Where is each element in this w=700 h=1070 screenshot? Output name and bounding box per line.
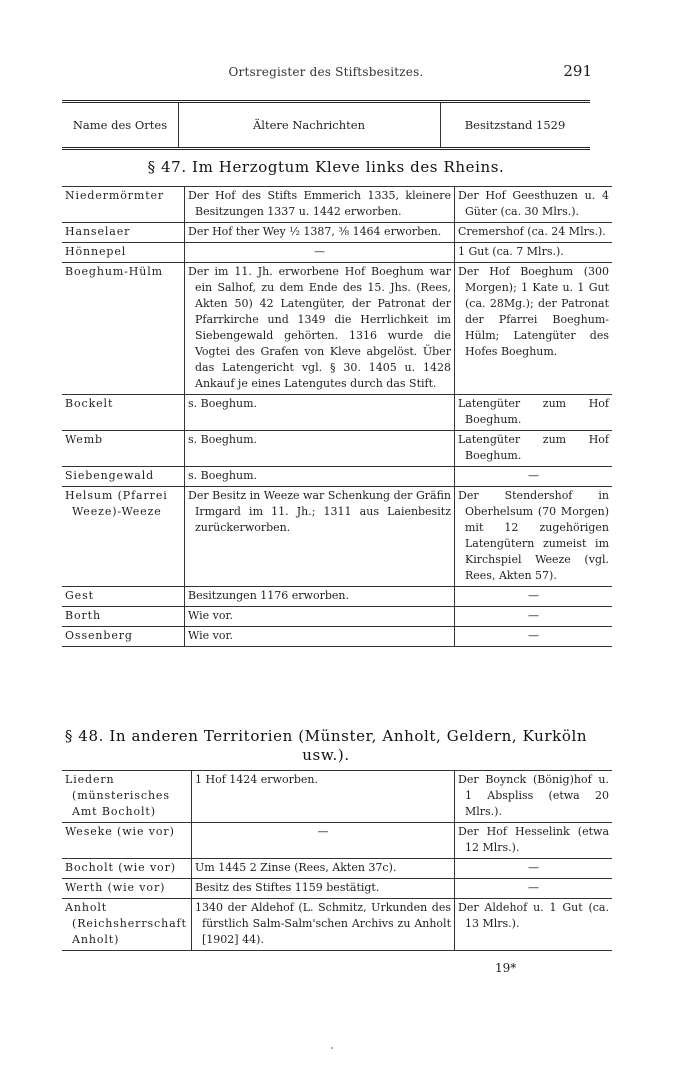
section-47-title: § 47. Im Herzogtum Kleve links des Rheins. [147, 158, 505, 176]
holdings-1529: Der Aldehof u. 1 Gut (ca. 13 Mlrs.). [455, 899, 613, 951]
older-records: Besitz des Stiftes 1159 bestätigt. [192, 879, 455, 899]
holdings-1529: Der Hof Geesthuzen u. 4 Güter (ca. 30 Mlrs.). [455, 187, 613, 223]
table-row [62, 467, 612, 487]
place-name: Niedermörmter [62, 187, 185, 223]
table-row [62, 859, 612, 879]
place-name: Anholt (Reichsherrschaft Anholt) [62, 899, 192, 951]
signature-mark: 19* [495, 961, 517, 975]
place-name: Boeghum-Hülm [62, 263, 185, 395]
older-records: s. Boeghum. [185, 431, 455, 467]
paper-speck [331, 1047, 333, 1049]
older-records: 1 Hof 1424 erworben. [192, 771, 455, 823]
holdings-1529: Latengüter zum Hof Boeghum. [455, 431, 613, 467]
place-name: Wemb [62, 431, 185, 467]
table-row [62, 899, 612, 951]
holdings-1529: — [455, 879, 613, 899]
holdings-1529: Der Stendershof in Oberhelsum (70 Morgen) mit 12 zugehörigen Latengütern zumeist im Kirchspiel Weeze (vgl. Rees, Akten 57). [455, 487, 613, 587]
place-name: Bockelt [62, 395, 185, 431]
running-title: Ortsregister des Stiftsbesitzes. [228, 65, 424, 79]
table-row [62, 263, 612, 395]
holdings-1529: — [455, 607, 613, 627]
table-row [62, 587, 612, 607]
table-row [62, 487, 612, 587]
place-name: Helsum (Pfarrei Weeze)-Weeze [62, 487, 185, 587]
table-row [62, 823, 612, 859]
header-rule-top [62, 100, 590, 101]
place-name: Bocholt (wie vor) [62, 859, 192, 879]
section-47-table [62, 186, 612, 647]
column-header-holdings: Besitzstand 1529 [464, 118, 566, 132]
table-row [62, 243, 612, 263]
place-name: Hanselaer [62, 223, 185, 243]
table-row [62, 223, 612, 243]
holdings-1529: Der Hof Hesselink (etwa 12 Mlrs.). [455, 823, 613, 859]
running-head [60, 62, 592, 82]
holdings-1529: — [455, 627, 613, 647]
older-records: s. Boeghum. [185, 395, 455, 431]
table-row [62, 395, 612, 431]
older-records: Der Hof des Stifts Emmerich 1335, kleinere Besitzungen 1337 u. 1442 erworben. [185, 187, 455, 223]
place-name: Ossenberg [62, 627, 185, 647]
older-records: Der Hof ther Wey ½ 1387, ³⁄₈ 1464 erworben. [185, 223, 455, 243]
table-row [62, 627, 612, 647]
section-48-title-line: § 48. In anderen Territorien (Münster, Anholt, Geldern, Kurköln [64, 727, 588, 745]
holdings-1529: Cremershof (ca. 24 Mlrs.). [455, 223, 613, 243]
older-records: s. Boeghum. [185, 467, 455, 487]
older-records: Um 1445 2 Zinse (Rees, Akten 37c). [192, 859, 455, 879]
place-name: Hönnepel [62, 243, 185, 263]
table-row [62, 431, 612, 467]
section-48-table [62, 770, 612, 951]
section-48-title [62, 727, 590, 765]
older-records: Wie vor. [185, 607, 455, 627]
older-records: 1340 der Aldehof (L. Schmitz, Urkunden des fürstlich Salm-Salm'schen Archivs zu Anholt [1902] 44). [192, 899, 455, 951]
older-records: — [192, 823, 455, 859]
table-row [62, 187, 612, 223]
header-rule-bottom-double [62, 149, 590, 150]
table-row [62, 771, 612, 823]
place-name: Liedern (münsterisches Amt Bocholt) [62, 771, 192, 823]
holdings-1529: — [455, 587, 613, 607]
older-records: — [185, 243, 455, 263]
older-records: Besitzungen 1176 erworben. [185, 587, 455, 607]
place-name: Borth [62, 607, 185, 627]
holdings-1529: 1 Gut (ca. 7 Mlrs.). [455, 243, 613, 263]
place-name: Werth (wie vor) [62, 879, 192, 899]
older-records: Der im 11. Jh. erworbene Hof Boeghum war ein Salhof, zu dem Ende des 15. Jhs. (Rees, Akten 50) 42 Latengüter, der Patronat der Pfarrkirche und 1349 die Herrlichkeit im Siebengewald gehörten. 1316 wurde die Vogtei des Grafen von Kleve abgelöst. Über das Latengericht vgl. § 30. 1405 u. 1428 Ankauf je eines Latengutes durch das Stift. [185, 263, 455, 395]
older-records: Der Besitz in Weeze war Schenkung der Gräfin Irmgard im 11. Jh.; 1311 aus Laienbesitz zurückerworben. [185, 487, 455, 587]
holdings-1529: Der Hof Boeghum (300 Morgen); 1 Kate u. 1 Gut (ca. 28Mg.); der Patronat der Pfarrei Boeghum-Hülm; Latengüter des Hofes Boeghum. [455, 263, 613, 395]
place-name: Siebengewald [62, 467, 185, 487]
column-header-name: Name des Ortes [72, 118, 168, 132]
column-header [62, 103, 590, 147]
place-name: Weseke (wie vor) [62, 823, 192, 859]
table-row [62, 879, 612, 899]
holdings-1529: Der Boynck (Bönig)hof u. 1 Abspliss (etwa 20 Mlrs.). [455, 771, 613, 823]
page-number: 291 [563, 62, 592, 80]
holdings-1529: Latengüter zum Hof Boeghum. [455, 395, 613, 431]
table-row [62, 607, 612, 627]
header-rule-bottom [62, 147, 590, 148]
older-records: Wie vor. [185, 627, 455, 647]
holdings-1529: — [455, 859, 613, 879]
section-48-title-line: usw.). [302, 746, 350, 764]
holdings-1529: — [455, 467, 613, 487]
column-header-notes: Ältere Nachrichten [253, 118, 365, 132]
place-name: Gest [62, 587, 185, 607]
